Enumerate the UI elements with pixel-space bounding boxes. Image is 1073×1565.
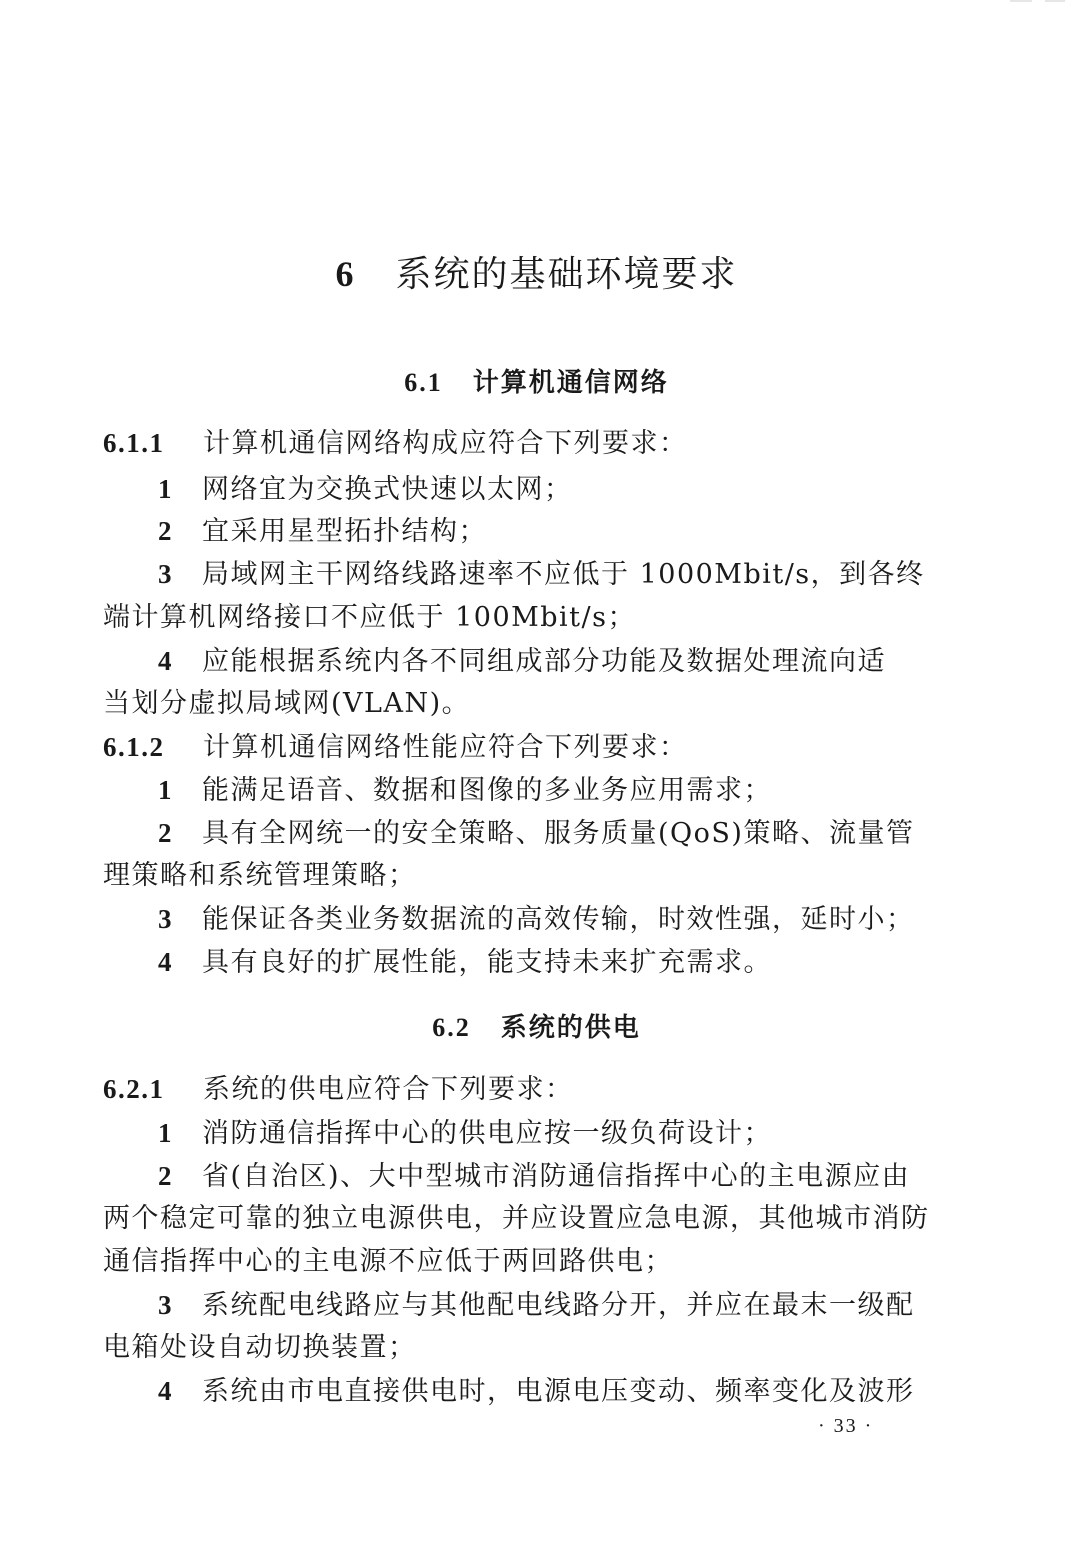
scan-mark — [1045, 0, 1065, 2]
item-number: 4 — [158, 1376, 173, 1406]
clause-number: 6.1.2 — [103, 732, 165, 762]
list-item — [158, 513, 915, 550]
clause-text: 计算机通信网络性能应符合下列要求： — [203, 732, 688, 763]
list-item — [158, 944, 915, 981]
section-heading — [0, 366, 1073, 400]
item-continuation: 当划分虚拟局域网(VLAN)。 — [103, 688, 471, 719]
scan-mark — [1010, 0, 1032, 2]
item-number: 1 — [158, 775, 173, 805]
list-item — [158, 556, 925, 593]
item-text: 系统由市电直接供电时，电源电压变动、频率变化及波形 — [202, 1376, 915, 1407]
item-number: 2 — [158, 818, 173, 848]
list-item — [158, 643, 915, 680]
list-item — [158, 1158, 915, 1195]
clause-text: 系统的供电应符合下列要求： — [203, 1074, 574, 1105]
chapter-title: 系统的基础环境要求 — [395, 254, 738, 295]
list-item — [158, 1287, 915, 1324]
section-number: 6.2 — [432, 1013, 471, 1042]
item-number: 4 — [158, 646, 173, 676]
item-text: 省(自治区)、大中型城市消防通信指挥中心的主电源应由 — [202, 1161, 911, 1192]
page-number: · 33 · — [818, 1415, 874, 1437]
item-number: 1 — [158, 474, 173, 504]
section-heading — [0, 1011, 1073, 1045]
clause-621 — [103, 1071, 915, 1108]
chapter-heading — [0, 250, 1073, 299]
clause-number: 6.2.1 — [103, 1074, 165, 1104]
clause-611 — [103, 425, 915, 462]
item-number: 3 — [158, 559, 173, 589]
section-number: 6.1 — [404, 368, 443, 397]
item-number: 2 — [158, 516, 173, 546]
item-number: 4 — [158, 947, 173, 977]
list-item — [158, 1373, 915, 1410]
item-continuation: 电箱处设自动切换装置； — [103, 1332, 417, 1363]
item-number: 2 — [158, 1161, 173, 1191]
clause-612 — [103, 729, 915, 766]
item-continuation: 通信指挥中心的主电源不应低于两回路供电； — [103, 1246, 673, 1277]
item-number: 3 — [158, 1290, 173, 1320]
section-title: 计算机通信网络 — [472, 368, 669, 398]
list-item — [158, 815, 915, 852]
chapter-number: 6 — [335, 254, 356, 294]
item-text: 消防通信指挥中心的供电应按一级负荷设计； — [202, 1118, 772, 1149]
item-text: 具有全网统一的安全策略、服务质量(QoS)策略、流量管 — [202, 818, 915, 849]
item-text: 具有良好的扩展性能，能支持未来扩充需求。 — [202, 947, 772, 978]
item-continuation: 理策略和系统管理策略； — [103, 860, 417, 891]
item-number: 1 — [158, 1118, 173, 1148]
item-text: 应能根据系统内各不同组成部分功能及数据处理流向适 — [202, 646, 886, 677]
item-continuation: 端计算机网络接口不应低于 100Mbit/s； — [103, 602, 636, 633]
item-text: 宜采用星型拓扑结构； — [202, 516, 487, 547]
item-text: 网络宜为交换式快速以太网； — [202, 474, 573, 505]
item-text: 局域网主干网络线路速率不应低于 1000Mbit/s，到各终 — [202, 559, 925, 590]
item-text: 系统配电线路应与其他配电线路分开，并应在最末一级配 — [202, 1290, 915, 1321]
list-item — [158, 471, 915, 508]
list-item — [158, 772, 915, 809]
list-item — [158, 1115, 915, 1152]
section-title: 系统的供电 — [500, 1013, 641, 1043]
item-continuation: 两个稳定可靠的独立电源供电，并应设置应急电源，其他城市消防 — [103, 1203, 930, 1234]
item-text: 能满足语音、数据和图像的多业务应用需求； — [202, 775, 772, 806]
item-number: 3 — [158, 904, 173, 934]
clause-text: 计算机通信网络构成应符合下列要求： — [203, 428, 688, 459]
clause-number: 6.1.1 — [103, 428, 165, 458]
list-item — [158, 901, 915, 938]
item-text: 能保证各类业务数据流的高效传输，时效性强，延时小； — [202, 904, 915, 935]
